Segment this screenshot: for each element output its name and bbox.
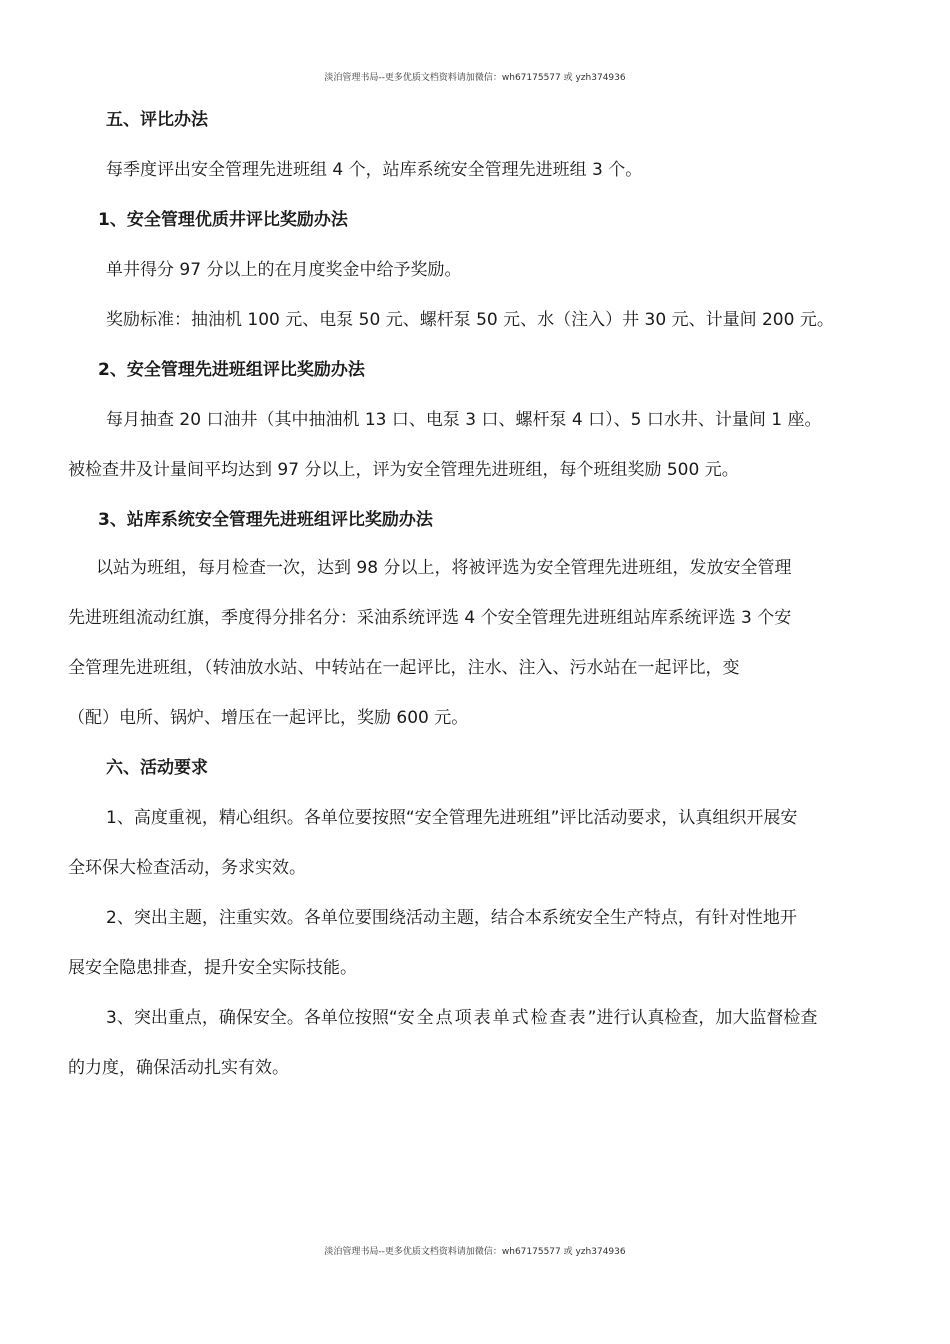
item-1-line-2: 全环保大检查活动，务求实效。 (68, 858, 306, 878)
item-3-line-2: 的力度，确保活动扎实有效。 (68, 1058, 289, 1078)
sub1-paragraph-2: 奖励标准：抽油机 100 元、电泵 50 元、螺杆泵 50 元、水（注入）井 30 元、计量间 200 元。 (106, 310, 834, 330)
item-3-text-a: 3、突出重点，确保安全。各单位按照“ (106, 1008, 398, 1028)
sub1-paragraph-1: 单井得分 97 分以上的在月度奖金中给予奖励。 (106, 260, 462, 280)
sub2-heading: 2、安全管理先进班组评比奖励办法 (98, 360, 365, 380)
item-2-line-1: 2、突出主题，注重实效。各单位要围绕活动主题，结合本系统安全生产特点，有针对性地开 (106, 908, 797, 928)
sub2-line-1: 每月抽查 20 口油井（其中抽油机 13 口、电泵 3 口、螺杆泵 4 口）、5 口水井、计量间 1 座。 (106, 410, 822, 430)
sub1-heading: 1、安全管理优质井评比奖励办法 (98, 210, 348, 230)
checklist-title: 安全点项表单式检查表 (397, 1008, 588, 1028)
sub3-line-1: 以站为班组，每月检查一次，达到 98 分以上，将被评选为安全管理先进班组，发放安全管理 (96, 558, 792, 578)
sub2-line-2: 被检查井及计量间平均达到 97 分以上，评为安全管理先进班组，每个班组奖励 500 元。 (68, 460, 739, 480)
section-5-heading: 五、评比办法 (106, 110, 208, 130)
item-3-text-c: ”进行认真检查，加大监督检查 (587, 1008, 818, 1028)
page-footer: 淡泊管理书局--更多优质文档资料请加微信：wh67175577 或 yzh374936 (324, 1247, 626, 1257)
page-header: 淡泊管理书局--更多优质文档资料请加微信：wh67175577 或 yzh374936 (324, 73, 626, 83)
item-1-line-1: 1、高度重视，精心组织。各单位要按照“安全管理先进班组”评比活动要求，认真组织开展安 (106, 808, 798, 828)
section-6-heading: 六、活动要求 (106, 758, 208, 778)
sub3-line-4: （配）电所、锅炉、增压在一起评比，奖励 600 元。 (68, 708, 469, 728)
sub3-line-3: 全管理先进班组，（转油放水站、中转站在一起评比，注水、注入、污水站在一起评比，变 (68, 658, 740, 678)
sub3-line-2: 先进班组流动红旗，季度得分排名分：采油系统评选 4 个安全管理先进班组站库系统评选 3 个安 (68, 608, 792, 628)
section-5-intro: 每季度评出安全管理先进班组 4 个，站库系统安全管理先进班组 3 个。 (106, 160, 643, 180)
item-2-line-2: 展安全隐患排查，提升安全实际技能。 (68, 958, 357, 978)
item-3-line-1 (106, 1006, 817, 1030)
sub3-heading: 3、站库系统安全管理先进班组评比奖励办法 (98, 510, 433, 530)
